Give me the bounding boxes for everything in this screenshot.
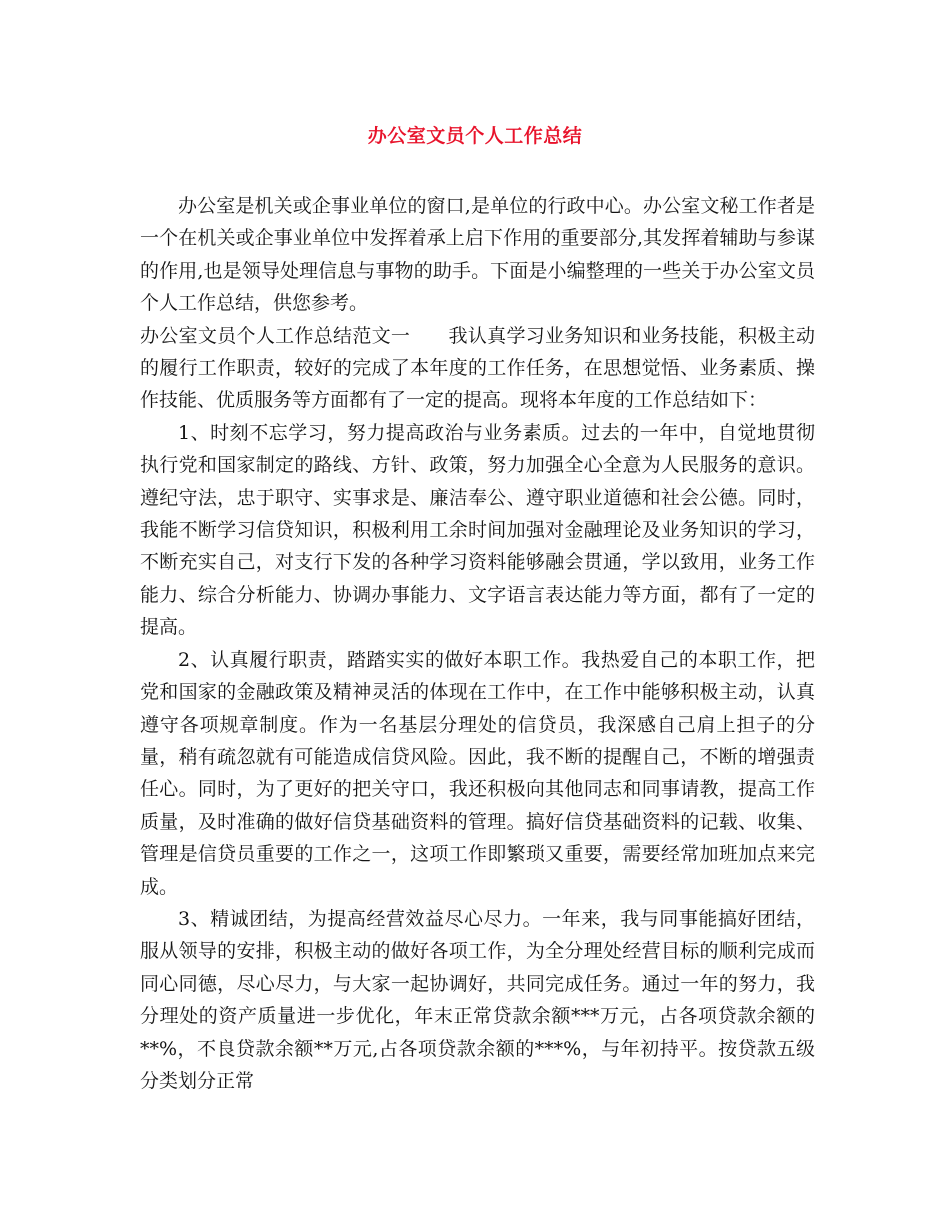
summary-paragraph-2: 2、认真履行职责，踏踏实实的做好本职工作。我热爱自己的本职工作，把党和国家的金融政策及精神灵活的体现在工作中，在工作中能够积极主动，认真遵守各项规章制度。作为一名基层分理处的信贷员，我深感自己肩上担子的分量，稍有疏忽就有可能造成信贷风险。因此，我不断的提醒自己，不断的增强责任心。同时，为了更好的把关守口，我还积极向其他同志和同事请教，提高工作质量，及时准确的做好信贷基础资料的管理。搞好信贷基础资料的记载、收集、管理是信贷员重要的工作之一，这项工作即繁琐又重要，需要经常加班加点来完成。: [140, 648, 815, 898]
sample-paragraph: [140, 320, 815, 417]
document-body: [140, 190, 815, 1097]
sample-intro-text: 我认真学习业务知识和业务技能，积极主动的履行工作职责，较好的完成了本年度的工作任务，在思想觉悟、业务素质、操作技能、优质服务等方面都有了一定的提高。现将本年度的工作总结如下：: [140, 324, 815, 412]
summary-paragraph-3: 3、精诚团结，为提高经营效益尽心尽力。一年来，我与同事能搞好团结，服从领导的安排，积极主动的做好各项工作，为全分理处经营目标的顺利完成而同心同德，尽心尽力，与大家一起协调好，共同完成任务。通过一年的努力，我分理处的资产质量进一步优化，年末正常贷款余额***万元，占各项贷款余额的**%，不良贷款余额**万元,占各项贷款余额的***%，与年初持平。按贷款五级分类划分正常: [140, 907, 815, 1092]
document-title: 办公室文员个人工作总结: [367, 125, 583, 147]
sample-heading: 办公室文员个人工作总结范文一: [140, 324, 411, 347]
intro-paragraph: 办公室是机关或企事业单位的窗口,是单位的行政中心。办公室文秘工作者是一个在机关或企事业单位中发挥着承上启下作用的重要部分,其发挥着辅助与参谋的作用,也是领导处理信息与事物的助手。下面是小编整理的一些关于办公室文员个人工作总结，供您参考。: [140, 195, 815, 315]
summary-paragraph-1: 1、时刻不忘学习，努力提高政治与业务素质。过去的一年中，自觉地贯彻执行党和国家制定的路线、方针、政策，努力加强全心全意为人民服务的意识。遵纪守法，忠于职守、实事求是、廉洁奉公、遵守职业道德和社会公德。同时，我能不断学习信贷知识，积极利用工余时间加强对金融理论及业务知识的学习，不断充实自己，对支行下发的各种学习资料能够融会贯通，学以致用，业务工作能力、综合分析能力、协调办事能力、文字语言表达能力等方面，都有了一定的提高。: [140, 421, 815, 639]
